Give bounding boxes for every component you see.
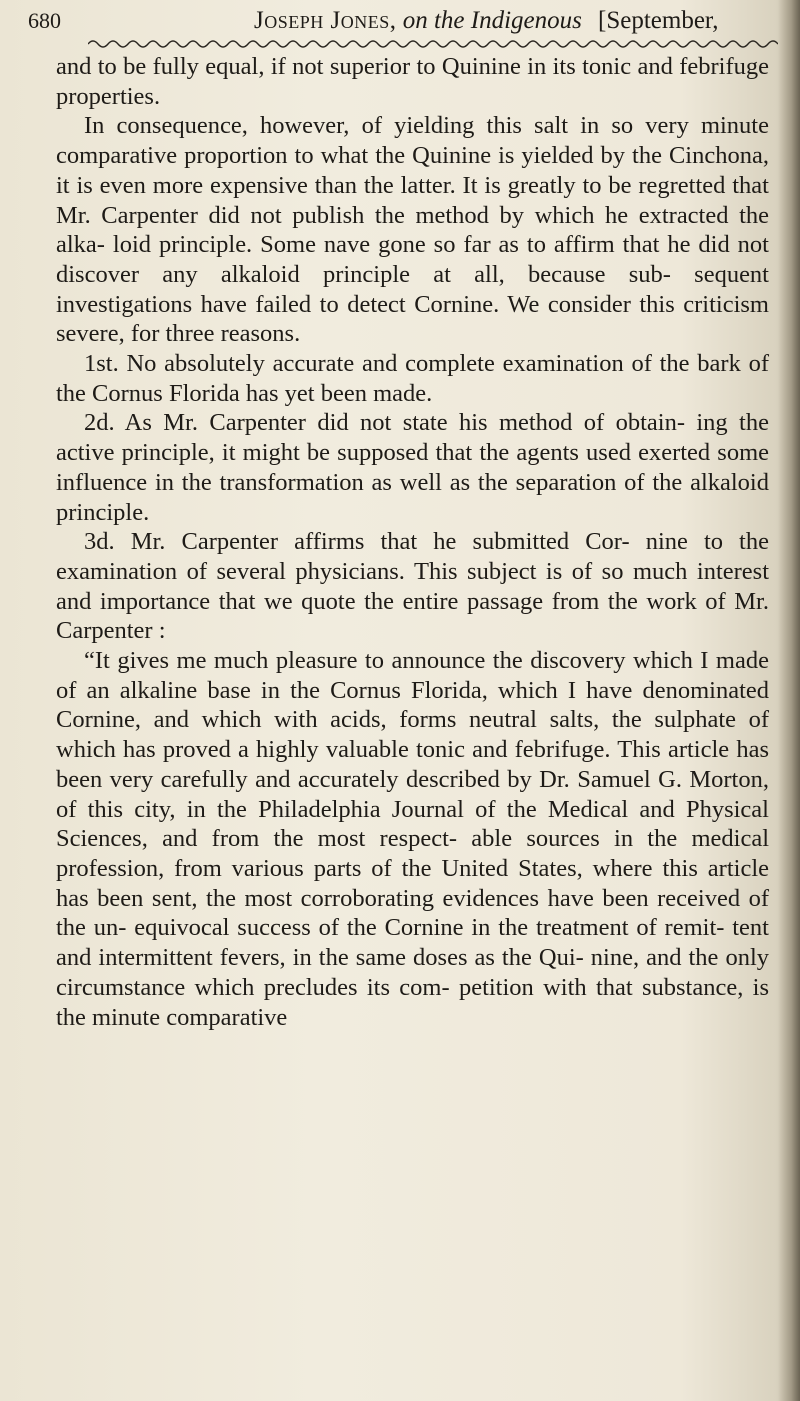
- running-title-author: Joseph Jones,: [254, 7, 397, 34]
- page-edge-shadow: [778, 0, 800, 1401]
- paragraph-quotation: “It gives me much pleasure to announce the discovery which I made of an alkaline base in the Cornus Florida, which I have denominated Cornine, and which with acids, forms neutral salts, the sulphate of which has proved a highly valuable tonic and febrifuge. This article has been very carefully and accurately described by Dr. Samuel G. Morton, of this city, in the Philadelphia Journal of the Medical and Physical Sciences, and from the most respect- able sources in the medical profession, from various parts of the United States, where this article has been sent, the most corroborating evidences have been received of the un- equivocal success of the Cornine in the treatment of remit- tent and intermittent fevers, in the same doses as the Qui- nine, and the only circumstance which precludes its com- petition with that substance, is the minute comparative: [56, 647, 769, 1031]
- body-text: [56, 52, 769, 1032]
- paragraph-reason-second: 2d. As Mr. Carpenter did not state his method of obtain- ing the active principle, it might be supposed that the agents used exerted some influence in the transformation as well as the separation of the alkaloid principle.: [56, 409, 769, 526]
- running-title-subject: on the Indigenous: [402, 7, 582, 34]
- running-title-month: [September,: [598, 7, 719, 34]
- running-header: [28, 6, 788, 36]
- paragraph-reason-first: 1st. No absolutely accurate and complete examination of the bark of the Cornus Florida has yet been made.: [56, 350, 769, 407]
- paragraph-consequence: In consequence, however, of yielding this salt in so very minute comparative proportion to what the Quinine is yielded by the Cinchona, it is even more expensive than the latter. It is greatly to be regretted that Mr. Carpenter did not publish the method by which he extracted the alka- loid principle. Some nave gone so far as to affirm that he did not discover any alkaloid principle at all, because sub- sequent investigations have failed to detect Cornine. We consider this criticism severe, for three reasons.: [56, 112, 769, 348]
- running-title: [254, 6, 582, 36]
- paragraph-continued: and to be fully equal, if not superior to Quinine in its tonic and febrifuge properties.: [56, 53, 769, 110]
- decorative-wavy-rule: [88, 36, 778, 52]
- page-number: 680: [28, 8, 61, 33]
- paragraph-reason-third: 3d. Mr. Carpenter affirms that he submitted Cor- nine to the examination of several physicians. This subject is of so much interest and importance that we quote the entire passage from the work of Mr. Carpenter :: [56, 528, 769, 645]
